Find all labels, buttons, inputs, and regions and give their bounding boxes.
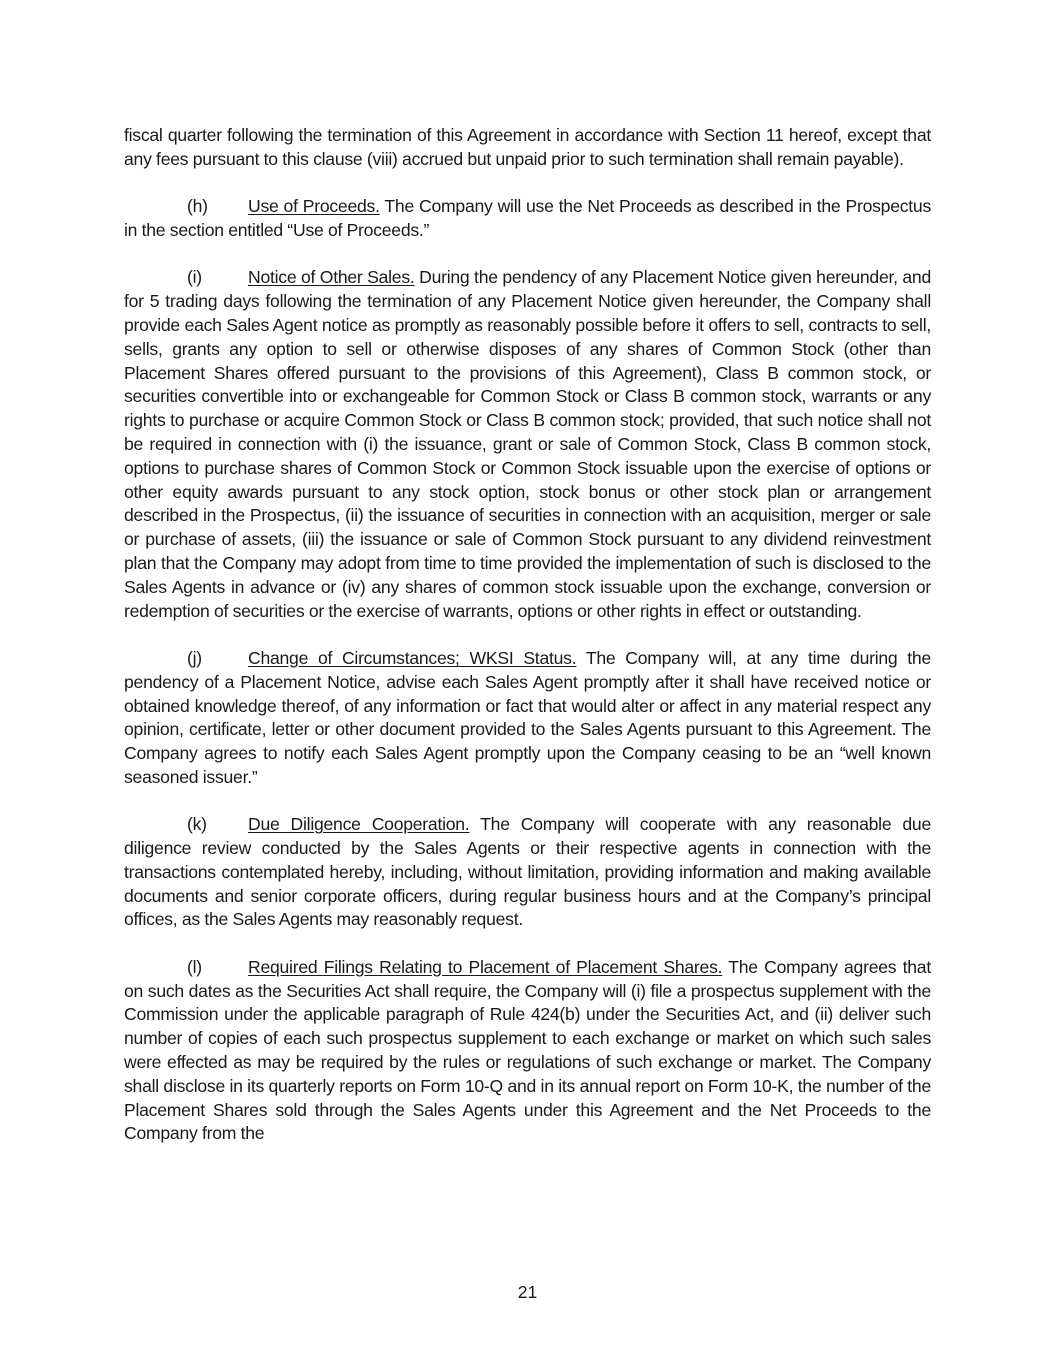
section-number: (k)	[187, 814, 207, 835]
section-heading: Notice of Other Sales.	[248, 267, 415, 288]
document-page	[124, 124, 931, 1170]
section-body: The Company will use the Net Proceeds as described in the Prospectus in the section entitled “Use of Proceeds.”	[124, 196, 931, 240]
section-number: (i)	[187, 267, 202, 288]
section-number: (j)	[187, 647, 202, 668]
section-body: During the pendency of any Placement Notice given hereunder, and for 5 trading days following the termination of any Placement Notice given hereunder, the Company shall provide each Sales Agent notice as promptly as reasonably possible before it offers to sell, contracts to sell, sells, grants any option to sell or otherwise disposes of any shares of Common Stock (other than Placement Shares offered pursuant to the provisions of this Agreement), Class B common stock, or securities convertible into or exchangeable for Common Stock or Class B common stock, warrants or any rights to purchase or acquire Common Stock or Class B common stock; provided, that such notice shall not be required in connection with (i) the issuance, grant or sale of Common Stock, Class B common stock, options to purchase shares of Common Stock or Common Stock issuable upon the exercise of options or other equity awards pursuant to any stock option, stock bonus or other stock plan or arrangement described in the Prospectus, (ii) the issuance of securities in connection with an acquisition, merger or sale or purchase of assets, (iii) the issuance or sale of Common Stock pursuant to any dividend reinvestment plan that the Company may adopt from time to time provided the implementation of such is disclosed to the Sales Agents in advance or (iv) any shares of common stock issuable upon the exchange, conversion or redemption of securities or the exercise of warrants, options or other rights in effect or outstanding.	[124, 267, 931, 621]
section-heading: Required Filings Relating to Placement of Placement Shares.	[248, 956, 723, 977]
continuation-paragraph: fiscal quarter following the termination of this Agreement in accordance with Section 11 hereof, except that any fees pursuant to this clause (viii) accrued but unpaid prior to such termination shall remain payable).	[124, 125, 931, 169]
section-number: (l)	[187, 956, 202, 977]
section-body: The Company will cooperate with any reasonable due diligence review conducted by the Sales Agents or their respective agents in connection with the transactions contemplated hereby, including, without limitation, providing information and making available documents and senior corporate officers, during regular business hours and at the Company’s principal offices, as the Sales Agents may reasonably request.	[124, 814, 931, 930]
section-l-required-filings	[124, 956, 931, 1146]
section-h-use-of-proceeds	[124, 195, 931, 243]
section-body: The Company will, at any time during the pendency of a Placement Notice, advise each Sales Agent promptly after it shall have received notice or obtained knowledge thereof, of any information or fact that would alter or affect in any material respect any opinion, certificate, letter or other document provided to the Sales Agents pursuant to this Agreement. The Company agrees to notify each Sales Agent promptly upon the Company ceasing to be an “well known seasoned issuer.”	[124, 647, 931, 787]
section-heading: Change of Circumstances; WKSI Status.	[248, 647, 577, 668]
section-heading: Due Diligence Cooperation.	[248, 814, 470, 835]
section-heading: Use of Proceeds.	[248, 196, 380, 217]
section-i-notice-of-other-sales	[124, 266, 931, 623]
section-j-change-of-circumstances	[124, 647, 931, 790]
page-number: 21	[517, 1282, 538, 1302]
section-body: The Company agrees that on such dates as the Securities Act shall require, the Company will (i) file a prospectus supplement with the Commission under the applicable paragraph of Rule 424(b) under the Securities Act, and (ii) deliver such number of copies of each such prospectus supplement to each exchange or market on which such sales were effected as may be required by the rules or regulations of such exchange or market. The Company shall disclose in its quarterly reports on Form 10-Q and in its annual report on Form 10-K, the number of the Placement Shares sold through the Sales Agents under this Agreement and the Net Proceeds to the Company from the	[124, 956, 931, 1144]
section-number: (h)	[187, 196, 208, 217]
section-k-due-diligence	[124, 813, 931, 932]
